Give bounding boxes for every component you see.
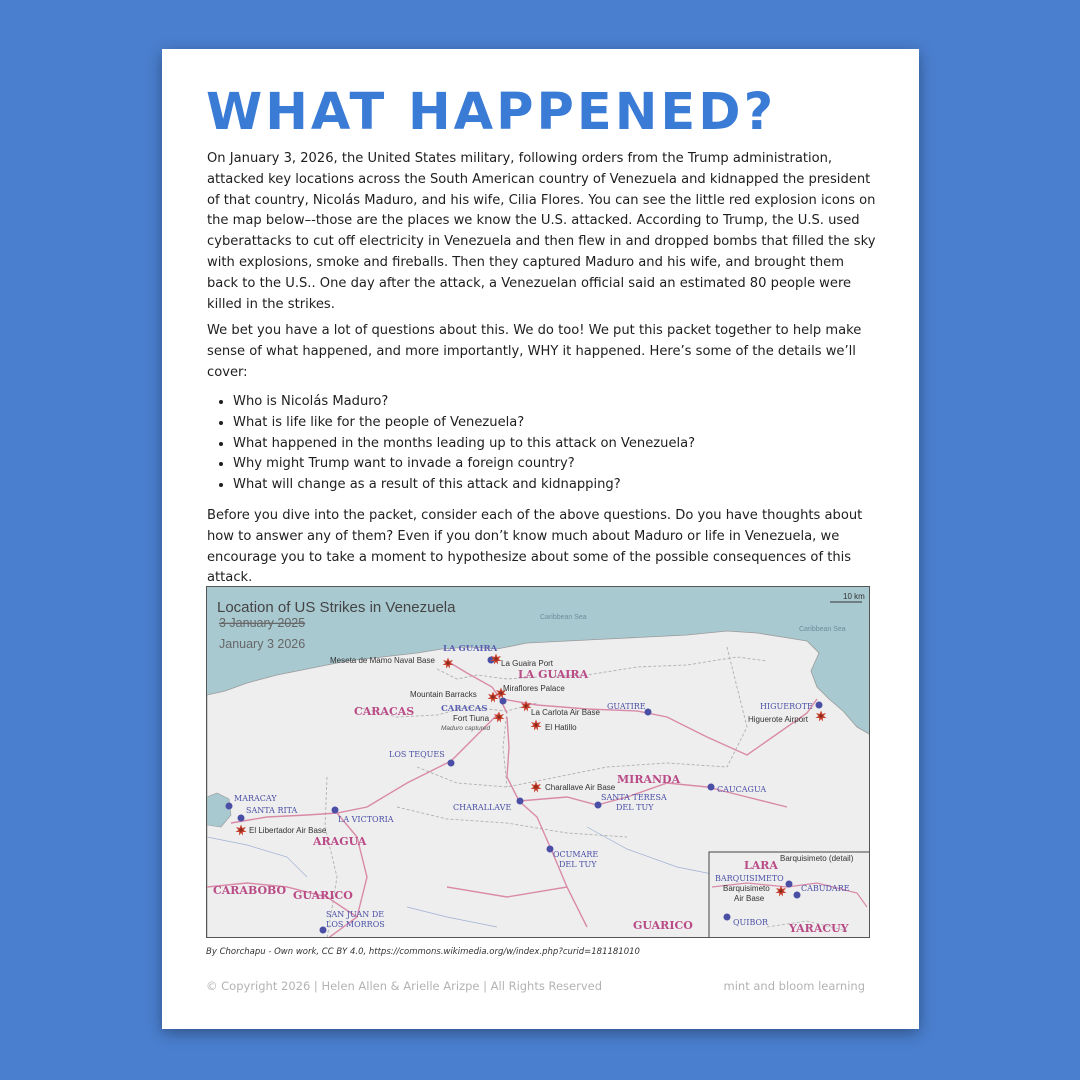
city-label-higuerote: HIGUEROTE	[760, 702, 813, 711]
city-label-guatire: GUATIRE	[607, 702, 646, 711]
strike-map	[206, 586, 870, 938]
list-item: • What happened in the months leading up to this attack on Venezuela?	[233, 434, 873, 455]
site-label-charallave-air-base: Charallave Air Base	[545, 783, 616, 792]
city-label-santa-teresa: DEL TUY	[616, 803, 654, 812]
list-item: • What will change as a result of this attack and kidnapping?	[233, 475, 873, 496]
list-item: • Why might Trump want to invade a foreign country?	[233, 454, 873, 475]
map-subtitle: January 3 2026	[219, 637, 306, 651]
image-credit: By Chorchapu - Own work, CC BY 4.0, https://commons.wikimedia.org/w/index.php?curid=181181010	[206, 947, 640, 957]
city-label-ocumare: OCUMARE	[553, 850, 599, 859]
state-label-guarico: GUARICO	[633, 919, 693, 932]
copyright-notice: © Copyright 2026 | Helen Allen & Arielle Arizpe | All Rights Reserved	[206, 979, 603, 993]
city-label-barquisimeto: BARQUISIMETO	[715, 874, 784, 883]
city-label-caucagua: CAUCAGUA	[717, 785, 767, 794]
city-label-charallave: CHARALLAVE	[453, 803, 512, 812]
intro-paragraph: On January 3, 2026, the United States military, following orders from the Trump administration, attacked key locations across the South American country of Venezuela and kidnapped the president of that country, Nicolás Maduro, and his wife, Cilia Flores. You can see the little red explosion icons on the map below–-those are the places we know the U.S. attacked. According to Trump, the U.S. used cyberattacks to cut off electricity in Venezuela and then flew in and dropped bombs that filled the sky with explosions, smoke and fireballs. Then they captured Maduro and his wife, and brought them back to the U.S.. One day after the attack, a Venezuelan official said an estimated 80 people were killed in the strikes.	[207, 151, 876, 312]
sea-label: Caribbean Sea	[799, 626, 846, 633]
city-label-santa-teresa: SANTA TERESA	[601, 793, 667, 802]
scale-label: 10 km	[843, 592, 865, 601]
worksheet-page	[162, 49, 919, 1029]
state-label-yaracuy: YARACUY	[789, 922, 849, 935]
map-subtitle-struck: 3 January 2025	[219, 616, 306, 630]
page-title: WHAT HAPPENED?	[206, 83, 777, 142]
state-label-miranda: MIRANDA	[617, 773, 681, 786]
site-label-fort-tiuna: Fort Tiuna	[453, 714, 490, 723]
list-item: • Who is Nicolás Maduro?	[233, 392, 873, 413]
city-label-quibor: QUIBOR	[733, 918, 769, 927]
site-label-el-hatillo: El Hatillo	[545, 723, 577, 732]
city-label-san-juan: SAN JUAN DE	[326, 910, 385, 919]
site-label-miraflores: Miraflores Palace	[503, 684, 565, 693]
list-item: • What is life like for the people of Venezuela?	[233, 413, 873, 434]
site-label-la-carlota: La Carlota Air Base	[531, 708, 600, 717]
city-label-santa-rita: SANTA RITA	[246, 806, 298, 815]
site-label-el-libertador: El Libertador Air Base	[249, 826, 327, 835]
city-label-cabudare: CABUDARE	[801, 884, 850, 893]
site-label-maduro-captured: Maduro captured	[441, 725, 491, 732]
questions-intro-paragraph: We bet you have a lot of questions about this. We do too! We put this packet together to help make sense of what happened, and more importantly, WHY it happened. Here’s some of the details we’ll cover:	[207, 323, 862, 380]
city-label-la-guaira: LA GUAIRA	[443, 644, 498, 654]
site-label-barquisimeto-air-base: Barquisimeto	[723, 884, 770, 893]
city-label-ocumare: DEL TUY	[559, 860, 597, 869]
state-label-guarico: GUARICO	[293, 889, 353, 902]
sea-label: Caribbean Sea	[540, 614, 587, 621]
state-label-aragua: ARAGUA	[313, 835, 367, 848]
site-label-mamo: Meseta de Mamo Naval Base	[330, 656, 435, 665]
state-label-la-guaira: LA GUAIRA	[518, 668, 589, 681]
site-label-barquisimeto-air-base: Air Base	[734, 894, 765, 903]
state-label-lara: LARA	[744, 859, 778, 872]
inset-title: Barquisimeto (detail)	[780, 854, 854, 863]
city-label-los-teques: LOS TEQUES	[389, 750, 445, 759]
state-label-caracas: CARACAS	[354, 705, 415, 718]
questions-list	[207, 392, 873, 496]
reflection-paragraph: Before you dive into the packet, consider each of the above questions. Do you have thoughts about how to answer any of them? Even if you don’t know much about Maduro or life in Venezuela, we encourage you to take a moment to hypothesize about some of the possible consequences of this attack.	[207, 508, 863, 586]
brand-name: mint and bloom learning	[723, 979, 865, 993]
city-label-maracay: MARACAY	[234, 794, 277, 803]
city-label-caracas: CARACAS	[441, 704, 488, 714]
site-label-higuerote-airport: Higuerote Airport	[748, 715, 809, 724]
state-label-carabobo: CARABOBO	[213, 884, 287, 897]
city-label-san-juan: LOS MORROS	[326, 920, 385, 929]
site-label-mountain-barracks: Mountain Barracks	[410, 690, 477, 699]
site-label-la-guaira-port: La Guaira Port	[501, 659, 554, 668]
map-title: Location of US Strikes in Venezuela	[217, 599, 456, 616]
city-label-la-victoria: LA VICTORIA	[338, 815, 394, 824]
